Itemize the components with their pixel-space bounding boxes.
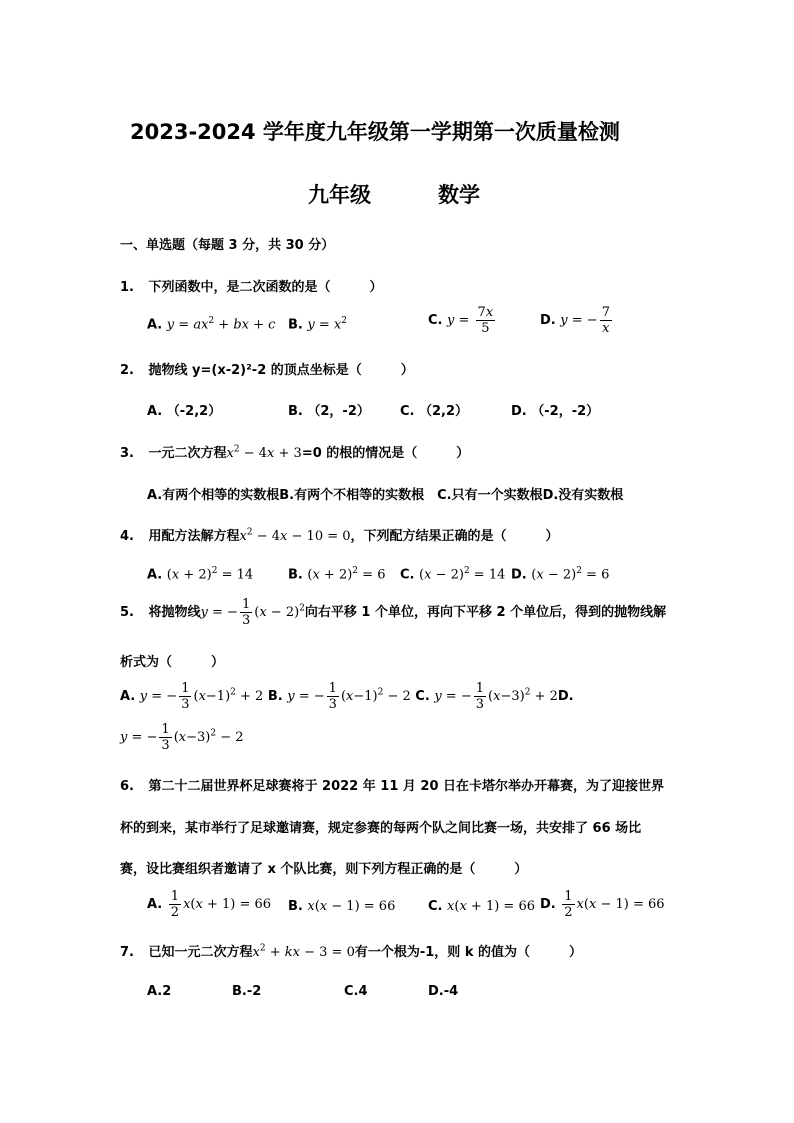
question-number: 6. xyxy=(120,779,134,794)
page-title: 2023-2024 学年度九年级第一学期第一次质量检测 xyxy=(130,120,620,144)
option-text: （-2,2） xyxy=(166,404,222,419)
q2-option-c: C. （2,2） xyxy=(400,404,469,419)
q1-option-a: A. $y = ax^2$ + bx + c xyxy=(147,316,276,333)
q5-option-d: y = − $\frac{1}{3}$ $(x-3)^2 - 2$ xyxy=(120,722,244,753)
question-stem-end: =0 的根的情况是（ ） xyxy=(301,446,470,461)
question-number: 2. xyxy=(120,363,134,378)
q6-option-d: D. $\frac{1}{2}$ x(x − 1) = 66 xyxy=(540,889,665,920)
q3-options: A.有两个相等的实数根B.有两个不相等的实数根 C.只有一个实数根D.没有实数根 xyxy=(147,488,624,503)
question-6-line2: 杯的到来，某市举行了足球邀请赛，规定参赛的每两个队之间比赛一场，共安排了 66 场比 xyxy=(120,821,642,836)
question-2 xyxy=(120,359,414,378)
subject-label: 数学 xyxy=(438,183,480,207)
option-text: （2，-2） xyxy=(307,404,370,419)
question-number: 1. xyxy=(120,280,134,295)
q7-option-b: B.-2 xyxy=(232,984,262,999)
question-stem: 将抛物线 xyxy=(148,605,201,620)
question-stem-end: 向右平移 1 个单位，再向下平移 2 个单位后，得到的抛物线解 xyxy=(304,605,667,620)
option-text: （-2，-2） xyxy=(531,404,600,419)
q6-option-c: C. x(x + 1) = 66 xyxy=(428,899,535,914)
q4-option-b: B. $(x + 2)^2 = 6$ xyxy=(288,566,386,583)
question-stem: 下列函数中，是二次函数的是（ ） xyxy=(148,280,383,295)
question-stem: 用配方法解方程 xyxy=(148,529,240,544)
question-6 xyxy=(120,775,664,794)
question-4: 4. 用配方法解方程$x^2 - 4x - 10 = 0$，下列配方结果正确的是（ ） xyxy=(120,527,559,544)
q4-option-a: A. $(x + 2)^2 = 14$ xyxy=(147,566,254,583)
question-5-cont: 析式为（ ） xyxy=(120,655,225,670)
q2-option-b: B. （2，-2） xyxy=(288,404,370,419)
q5-options-abc: A. y = − $\frac{1}{3}$ $(x-1)^2 + 2$ B. y = − $\frac{1}{3}$ $(x-1)^2 - 2$ C. y = − $\frac{1}{3}$ $(x-3)^2 + 2D$. xyxy=(120,681,574,712)
q1-option-b: B. $y = x^2$ xyxy=(288,316,347,333)
question-1 xyxy=(120,276,383,295)
q6-option-a: A. $\frac{1}{2}$ x(x + 1) = 66 xyxy=(147,889,272,920)
q4-option-c: C. $(x - 2)^2 = 14$ xyxy=(400,566,506,583)
q1-option-d: D. y = − $\frac{7}{x}$ xyxy=(540,305,610,336)
question-number: 3. xyxy=(120,446,134,461)
question-stem: 第二十二届世界杯足球赛将于 2022 年 11 月 20 日在卡塔尔举办开幕赛，为了迎接世界 xyxy=(148,779,665,794)
question-number: 5. xyxy=(120,605,134,620)
question-7: 7. 已知一元二次方程$x^2$ + kx − 3 = 0有一个根为-1，则 k 的值为（ ） xyxy=(120,943,582,960)
q7-option-c: C.4 xyxy=(344,984,368,999)
q6-option-b: B. x(x − 1) = 66 xyxy=(288,899,396,914)
q4-option-d: D. $(x - 2)^2 = 6$ xyxy=(511,566,610,583)
option-text: （2,2） xyxy=(419,404,469,419)
q2-option-d: D. （-2，-2） xyxy=(511,404,600,419)
section-heading: 一、单选题（每题 3 分，共 30 分） xyxy=(120,238,335,253)
question-stem: 抛物线 y=(x-2)²-2 的顶点坐标是（ ） xyxy=(148,363,414,378)
question-number: 4. xyxy=(120,529,134,544)
question-5: 5. 将抛物线y = − $\frac{1}{3}$ $(x - 2)^2$向右平移 1 个单位，再向下平移 2 个单位后，得到的抛物线解 xyxy=(120,597,667,628)
question-3: 3. 一元二次方程$x^2 - 4x + 3=0$ 的根的情况是（ ） xyxy=(120,444,470,461)
grade-label: 九年级 xyxy=(308,183,371,207)
question-stem: 已知一元二次方程 xyxy=(148,945,253,960)
q7-option-d: D.-4 xyxy=(428,984,459,999)
question-6-line3: 赛，设比赛组织者邀请了 x 个队比赛，则下列方程正确的是（ ） xyxy=(120,862,528,877)
question-stem: 一元二次方程 xyxy=(148,446,227,461)
q7-option-a: A.2 xyxy=(147,984,172,999)
question-number: 7. xyxy=(120,945,134,960)
question-stem-end: ，下列配方结果正确的是（ ） xyxy=(350,529,559,544)
q1-option-c: C. y = $\frac{7x}{5}$ xyxy=(428,305,494,336)
question-stem-end: 有一个根为-1，则 k 的值为（ ） xyxy=(354,945,582,960)
q2-option-a: A. （-2,2） xyxy=(147,404,222,419)
